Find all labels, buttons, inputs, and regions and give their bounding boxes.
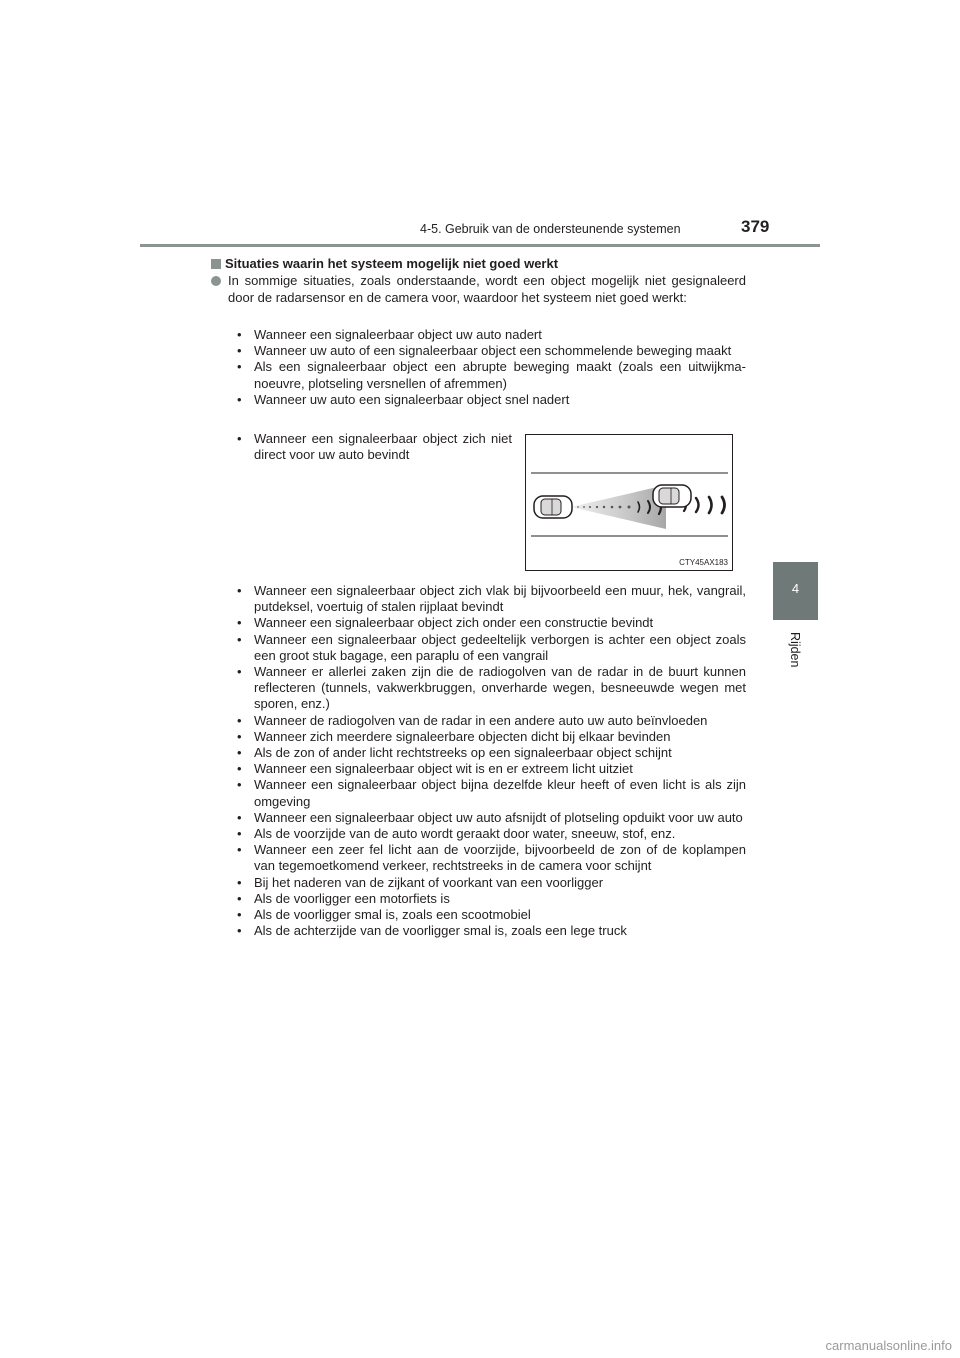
square-bullet-icon: [211, 259, 221, 269]
list-item: • Wanneer uw auto een signaleerbaar object snel nadert: [232, 392, 746, 408]
chapter-label: Rijden: [788, 632, 802, 668]
page-number: 379: [741, 217, 770, 236]
list-item: • Als een signaleerbaar object een abrupte beweging maakt (zoals een uitwijkmanoeuvre, plotseling versnellen of afremmen): [232, 359, 746, 391]
list-item: • Wanneer een signaleerbaar object zich niet direct voor uw auto bevindt: [232, 431, 512, 463]
list-item: • Wanneer een signaleerbaar object zich vlak bij bijvoorbeeld een muur, hek, vangrail, putdeksel, voertuig of stalen rijplaat bevindt: [232, 583, 746, 615]
list-item: • Als de voorligger smal is, zoals een scootmobiel: [232, 907, 746, 923]
section-heading: [211, 256, 558, 271]
situation-list-c: [232, 583, 746, 939]
section-heading-text: Situaties waarin het systeem mogelijk niet goed werkt: [225, 256, 559, 271]
list-item: • Wanneer zich meerdere signaleerbare objecten dicht bij elkaar bevinden: [232, 729, 746, 745]
list-item: • Wanneer een signaleerbaar object zich onder een constructie bevindt: [232, 615, 746, 631]
target-car: [653, 485, 691, 507]
radar-illustration: [525, 434, 733, 571]
own-car: [534, 496, 572, 518]
list-item: • Wanneer een signaleerbaar object uw auto nadert: [232, 327, 746, 343]
list-item: • Wanneer een signaleerbaar object uw auto afsnijdt of plotseling opduikt voor uw auto: [232, 810, 746, 826]
figure-code: CTY45AX183: [679, 558, 728, 567]
list-item: • Wanneer een signaleerbaar object bijna dezelfde kleur heeft of even licht is als zijn omgeving: [232, 777, 746, 809]
header-section-title: 4-5. Gebruik van de ondersteunende systemen: [420, 222, 681, 236]
list-item: • Als de zon of ander licht rechtstreeks op een signaleerbaar object schijnt: [232, 745, 746, 761]
chapter-number: 4: [791, 581, 800, 596]
list-item: • Wanneer een signaleerbaar object wit is en er extreem licht uitziet: [232, 761, 746, 777]
list-item: • Wanneer uw auto of een signaleerbaar object een schommelende beweging maakt: [232, 343, 746, 359]
situation-list-b: [232, 431, 512, 463]
list-item: • Wanneer een zeer fel licht aan de voorzijde, bijvoorbeeld de zon of de koplampen van tegemoetkomend verkeer, rechtstreeks in de camera voor schijnt: [232, 842, 746, 874]
watermark: carmanualsonline.info: [825, 1338, 952, 1353]
list-item: • Als de achterzijde van de voorligger smal is, zoals een lege truck: [232, 923, 746, 939]
radar-beam: [571, 485, 666, 529]
intro-paragraph: [211, 273, 746, 306]
list-item: • Wanneer de radiogolven van de radar in een andere auto uw auto beïnvloeden: [232, 713, 746, 729]
intro-text: In sommige situaties, zoals onderstaande, wordt een object mogelijk niet gesignaleerd door de radarsensor en de camera voor, waardoor het systeem niet goed werkt:: [228, 273, 746, 305]
list-item: • Als de voorzijde van de auto wordt geraakt door water, sneeuw, stof, enz.: [232, 826, 746, 842]
list-item: • Bij het naderen van de zijkant of voorkant van een voorligger: [232, 875, 746, 891]
radar-diagram: [526, 435, 732, 570]
list-item: • Als de voorligger een motorfiets is: [232, 891, 746, 907]
chapter-tab: [773, 562, 818, 620]
circle-bullet-icon: [211, 276, 221, 286]
situation-list-a: [232, 327, 746, 408]
header-divider: [140, 244, 820, 247]
list-item: • Wanneer een signaleerbaar object gedeeltelijk verborgen is achter een object zoals een groot stuk bagage, een paraplu of een vangrail: [232, 632, 746, 664]
list-item: • Wanneer er allerlei zaken zijn die de radiogolven van de radar in de buurt kunnen reflecteren (tunnels, vakwerkbruggen, onverharde wegen, besneeuwde wegen met sporen, enz.): [232, 664, 746, 713]
